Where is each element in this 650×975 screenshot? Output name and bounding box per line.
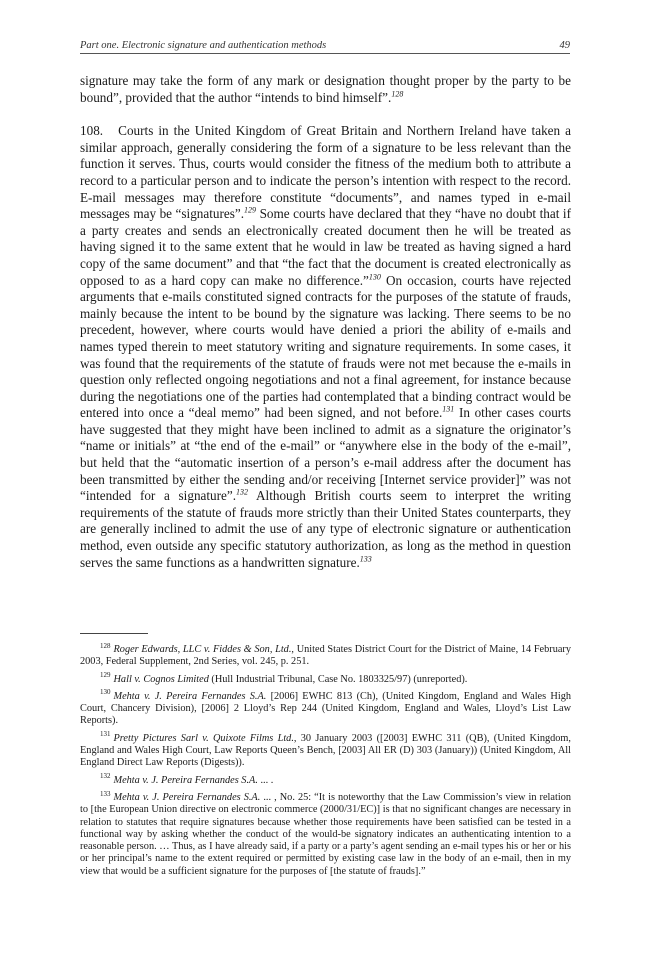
paragraph-text: In other cases courts have suggested that they might have been inclined to admit as a signature the originator’s “name or initials” at “the end of the e-mail” or “anywhere else in the body of the e-mail”, but held that the “automatic insertion of a person’s e-mail address after the document has been transmitted by either the sending and/or receiving [Internet service provider]” was not “intended for a signature”. xyxy=(80,405,571,504)
footnote-number: 130 xyxy=(100,688,111,697)
footnote-ref[interactable]: 130 xyxy=(368,272,381,282)
footnote-number: 131 xyxy=(100,730,111,739)
footnote-ref[interactable]: 131 xyxy=(442,404,455,414)
case-name: Roger Edwards, LLC v. Fiddes & Son, Ltd. xyxy=(113,644,292,655)
footnote-text: ... . xyxy=(257,774,274,786)
footnote-ref[interactable]: 128 xyxy=(391,89,404,99)
footnote-number: 133 xyxy=(100,789,111,798)
paragraph-text: On occasion, courts have rejected arguments that e-mails constituted signed contracts for the purposes of the statute of frauds, mainly because the intent to be bound by the signature was lacking. There seems to be no precedent, however, where courts would have denied a priori the ability of e-mails and names typed therein to meet statutory writing and signature requirements. In some cases, it was found that the requirements of the statute of frauds were not met because the e-mails in question only reflected ongoing negotiations and not a final agreement, for instance because during the negotiations one of the parties had contemplated that a binding contract would be entered into once a “deal memo” had been signed, and not before. xyxy=(80,272,572,421)
paragraph-text: Courts in the United Kingdom of Great Britain and Northern Ireland have taken a similar approach, generally considering the form of a signature to be less relevant than the function it serves. Thus, courts would consider the fitness of the medium both to attribute a record to a particular person and to indicate the person’s intention with respect to the record. E-mail messages may therefore constitute “documents”, and names typed in e-mail messages may be “signatures”. xyxy=(80,123,571,222)
footnotes xyxy=(80,641,572,883)
case-name: Mehta v. J. Pereira Fernandes S.A. xyxy=(113,690,267,702)
case-name: Hall v. Cognos Limited xyxy=(113,673,209,685)
intro-text: signature may take the form of any mark or designation thought proper by the party to be bound”, provided that the author “intends to bind himself”. xyxy=(80,73,571,105)
footnote-133 xyxy=(80,789,571,878)
footnote-number: 132 xyxy=(100,772,111,781)
footnote-129 xyxy=(80,671,571,686)
footnote-128 xyxy=(80,641,572,669)
footnote-text: [2006] EWHC 813 (Ch), (United Kingdom, England and Wales High Court, Chancery Division), [2006] 2 Lloyd’s Rep 244 (United Kingdom, England and Wales, Lloyd’s List Law Reports). xyxy=(80,690,571,727)
intro-paragraph xyxy=(80,73,571,106)
header-title: Part one. Electronic signature and authentication methods xyxy=(80,40,327,51)
footnote-ref[interactable]: 132 xyxy=(236,487,249,497)
footnote-ref[interactable]: 129 xyxy=(244,205,257,215)
footnote-ref[interactable]: 133 xyxy=(359,554,372,564)
footnote-text: , 30 January 2003 ([2003] EWHC 311 (QB), (United Kingdom, England and Wales High Court, Law Reports Queen’s Bench, [2003] All ER (D) 303 (January)) (United Kingdom, All England Direct Law Reports (Digests)). xyxy=(80,732,571,769)
main-text xyxy=(80,73,571,571)
footnote-130 xyxy=(80,688,571,728)
page-number: 49 xyxy=(559,40,570,51)
case-name: Mehta v. J. Pereira Fernandes S.A. xyxy=(113,791,261,803)
paragraph-text: Some courts have declared that they “have no doubt that if a party creates and sends an electronically created document then he will be treated as having signed it to the same extent that he would in law be treated as having signed a hard copy of the same document” and that “the fact that the document is created electronically as opposed to as a hard copy can make no difference.” xyxy=(80,206,571,288)
paragraph-number: 108. xyxy=(80,123,104,139)
footnote-text: , United States District Court for the District of Maine, 14 February 2003, Federal Supplement, 2nd Series, vol. 245, p. 251. xyxy=(80,644,572,668)
footnote-number: 128 xyxy=(100,641,111,650)
running-header xyxy=(80,40,570,54)
paragraph-108 xyxy=(80,123,571,571)
footnote-131 xyxy=(80,730,571,770)
case-name: Pretty Pictures Sarl v. Quixote Films Ltd. xyxy=(113,732,294,744)
footnote-text: ... , No. 25: “It is noteworthy that the Law Commission’s view in relation to [the European Union directive on electronic commerce (2000/31/EC)] is that no significant changes are necessary in relation to statutes that require signatures because whether those requirements have been satisfied can be tested in a functional way by asking whether the conduct of the would-be signatory indicates an authenticating intention to a reasonable person. … Thus, as I have already said, if a party or a party’s agent sending an e-mail types his or her or his or her principal’s name to the extent required or permitted by existing case law in the body of an e-mail, then in my view that would be a sufficient signature for the purposes of [the statute of frauds].” xyxy=(80,791,571,877)
footnote-132 xyxy=(80,772,571,787)
case-name: Mehta v. J. Pereira Fernandes S.A. xyxy=(113,774,258,786)
footnote-text: (Hull Industrial Tribunal, Case No. 1803325/97) (unreported). xyxy=(208,673,468,685)
footnote-separator xyxy=(80,633,148,634)
footnote-number: 129 xyxy=(100,671,111,680)
paragraph-text: Although British courts seem to interpret the writing requirements of the statute of frauds more strictly than their United States counterparts, they are generally inclined to admit the use of any type of electronic signature or authentication method, even outside any specific statutory authorization, as long as the method in question serves the same functions as a handwritten signature. xyxy=(80,488,571,570)
